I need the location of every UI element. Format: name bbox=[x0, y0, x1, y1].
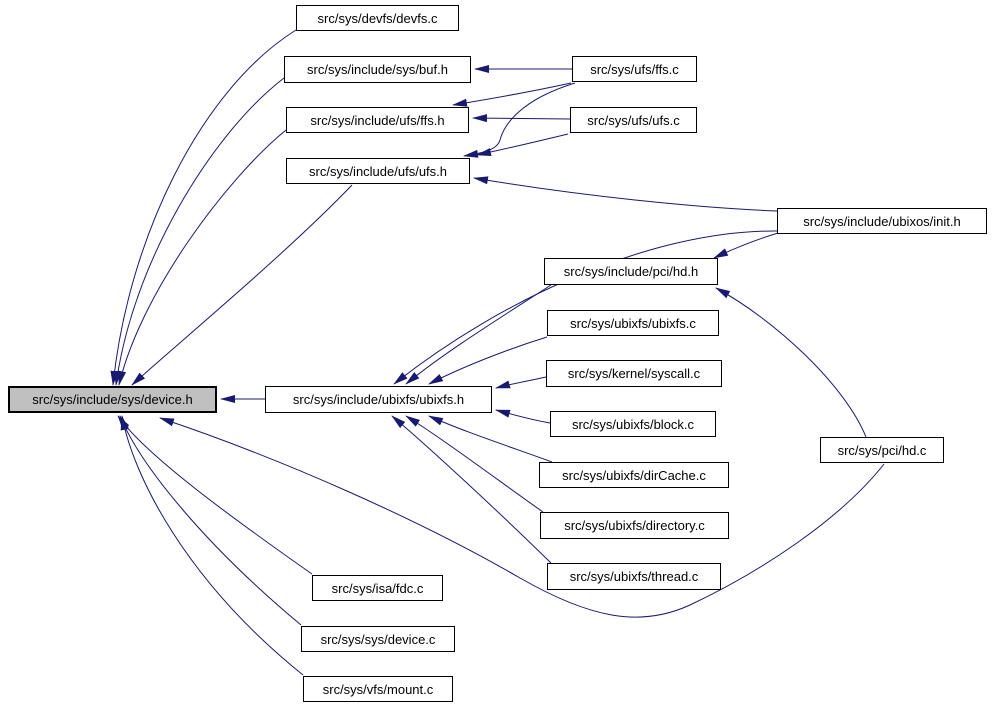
edge-thread-to-ubixfsh bbox=[392, 416, 551, 563]
node-ffsc[interactable]: src/sys/ufs/ffs.c bbox=[572, 56, 697, 82]
edge-block-to-ubixfsh bbox=[496, 410, 550, 423]
node-devicec[interactable]: src/sys/sys/device.c bbox=[301, 626, 455, 652]
node-mount[interactable]: src/sys/vfs/mount.c bbox=[303, 676, 453, 702]
node-inith[interactable]: src/sys/include/ubixos/init.h bbox=[777, 208, 987, 234]
edge-mount-to-deviceh bbox=[122, 416, 303, 675]
edge-ufsh-to-deviceh bbox=[132, 185, 352, 385]
edge-ufsc-to-ufsh bbox=[477, 134, 568, 155]
node-block[interactable]: src/sys/ubixfs/block.c bbox=[550, 411, 716, 437]
edge-hdc-to-hdh bbox=[716, 288, 866, 437]
edge-inith-to-ufsh bbox=[474, 178, 777, 211]
edge-syscall-to-ubixfsh bbox=[496, 377, 546, 388]
node-ufsh[interactable]: src/sys/include/ufs/ufs.h bbox=[286, 158, 470, 184]
node-syscall[interactable]: src/sys/kernel/syscall.c bbox=[546, 360, 722, 387]
edge-ffsc-to-ffsh bbox=[453, 83, 571, 105]
edge-ubixfsc-to-ubixfsh bbox=[429, 337, 547, 384]
node-hdc[interactable]: src/sys/pci/hd.c bbox=[820, 437, 944, 463]
edge-devfs-to-deviceh bbox=[113, 30, 296, 385]
node-hdh[interactable]: src/sys/include/pci/hd.h bbox=[544, 258, 718, 285]
node-ffsh[interactable]: src/sys/include/ufs/ffs.h bbox=[286, 107, 469, 133]
edge-directory-to-ubixfsh bbox=[406, 416, 543, 512]
edge-hdh-to-ubixfsh bbox=[406, 285, 551, 384]
node-directory[interactable]: src/sys/ubixfs/directory.c bbox=[540, 512, 729, 539]
node-devfs[interactable]: src/sys/devfs/devfs.c bbox=[296, 5, 459, 31]
edge-ufsc-to-ffsh bbox=[473, 118, 570, 119]
node-dirCache[interactable]: src/sys/ubixfs/dirCache.c bbox=[539, 462, 729, 488]
node-fdc[interactable]: src/sys/isa/fdc.c bbox=[312, 575, 443, 601]
node-ufsc[interactable]: src/sys/ufs/ufs.c bbox=[570, 107, 697, 133]
node-ubixfsc[interactable]: src/sys/ubixfs/ubixfs.c bbox=[547, 310, 719, 336]
edge-hdc-to-deviceh bbox=[160, 418, 884, 617]
edge-buf-to-deviceh bbox=[116, 78, 284, 385]
edge-dirCache-to-ubixfsh bbox=[429, 416, 552, 462]
node-deviceh: src/sys/include/sys/device.h bbox=[8, 386, 217, 413]
node-thread[interactable]: src/sys/ubixfs/thread.c bbox=[547, 563, 721, 590]
node-ubixfsh[interactable]: src/sys/include/ubixfs/ubixfs.h bbox=[265, 386, 492, 413]
node-buf[interactable]: src/sys/include/sys/buf.h bbox=[284, 56, 471, 83]
edge-fdc-to-deviceh bbox=[118, 416, 312, 574]
edge-inith-to-hdh bbox=[714, 233, 778, 258]
